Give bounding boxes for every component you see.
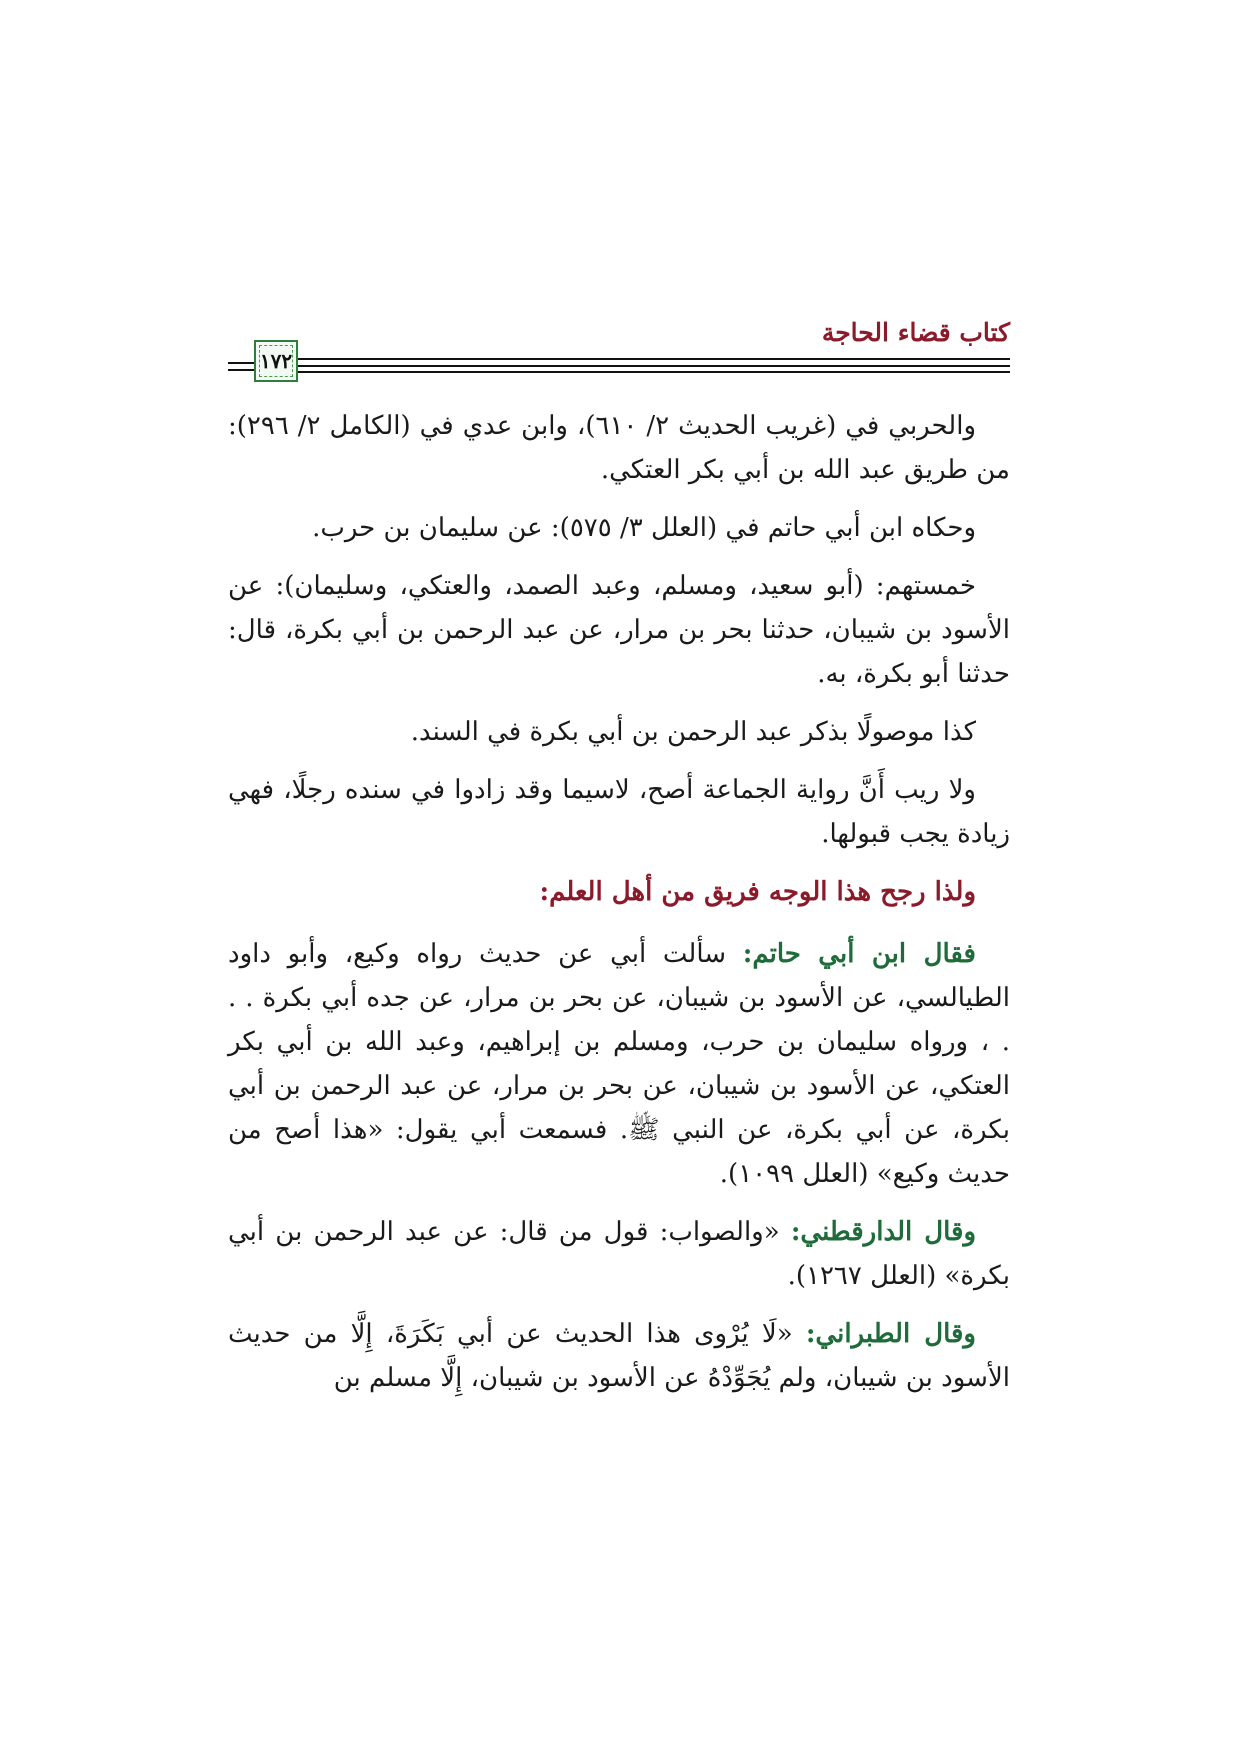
header-rule	[298, 371, 1010, 373]
paragraph	[228, 710, 1010, 754]
book-title: كتاب قضاء الحاجة	[821, 318, 1010, 347]
page-number: ١٧٢	[259, 349, 293, 373]
quote-source: وقال الطبراني:	[805, 1319, 976, 1349]
paragraph	[228, 1210, 1010, 1298]
paragraph	[228, 768, 1010, 856]
paragraph-text: «لَا يُرْوى هذا الحديث عن أبي بَكَرَةَ، إِلَّا من حديث الأسود بن شيبان، ولم يُجَوِّدْهُ عن الأسود بن شيبان، إِلَّا مسلم بن	[228, 1319, 1010, 1393]
paragraph-text: «والصواب: قول من قال: عن عبد الرحمن بن أبي بكرة» (العلل ١٢٦٧).	[228, 1217, 1010, 1291]
header-rule	[228, 362, 254, 364]
header-rule	[298, 358, 1010, 360]
paragraph	[228, 932, 1010, 1196]
paragraph	[228, 404, 1010, 492]
section-heading: ولذا رجح هذا الوجه فريق من أهل العلم:	[539, 877, 976, 907]
paragraph-text: ولا ريب أَنَّ رواية الجماعة أصح، لاسيما وقد زادوا في سنده رجلًا، فهي زيادة يجب قبولها.	[228, 775, 1010, 849]
paragraph-text: كذا موصولًا بذكر عبد الرحمن بن أبي بكرة في السند.	[410, 717, 976, 747]
paragraph	[228, 506, 1010, 550]
page-number-badge	[254, 340, 298, 382]
page-body	[228, 404, 1010, 1414]
page-header	[228, 318, 1010, 384]
paragraph	[228, 564, 1010, 696]
quote-source: فقال ابن أبي حاتم:	[742, 939, 976, 969]
paragraph-text: وحكاه ابن أبي حاتم في (العلل ٣/ ٥٧٥): عن سليمان بن حرب.	[312, 513, 976, 543]
quote-source: وقال الدارقطني:	[790, 1217, 976, 1247]
header-rule	[228, 369, 254, 371]
paragraph-text: خمستهم: (أبو سعيد، ومسلم، وعبد الصمد، والعتكي، وسليمان): عن الأسود بن شيبان، حدثنا بحر بن مرار، عن عبد الرحمن بن أبي بكرة، قال: حدثنا أبو بكرة، به.	[228, 571, 1010, 689]
paragraph-text: سألت أبي عن حديث رواه وكيع، وأبو داود الطيالسي، عن الأسود بن شيبان، عن بحر بن مرار، عن جده أبي بكرة . . . ، ورواه سليمان بن حرب، ومسلم بن إبراهيم، وعبد الله بن أبي بكر العتكي، عن الأسود بن شيبان، عن بحر بن مرار، عن عبد الرحمن بن أبي بكرة، عن أبي بكرة، عن النبي ﷺ. فسمعت أبي يقول: «هذا أصح من حديث وكيع» (العلل ١٠٩٩).	[228, 939, 1010, 1189]
paragraph-text: والحربي في (غريب الحديث ٢/ ٦١٠)، وابن عدي في (الكامل ٢/ ٢٩٦): من طريق عبد الله بن أبي بكر العتكي.	[228, 411, 1010, 485]
header-rule	[298, 365, 1010, 367]
paragraph	[228, 1312, 1010, 1400]
